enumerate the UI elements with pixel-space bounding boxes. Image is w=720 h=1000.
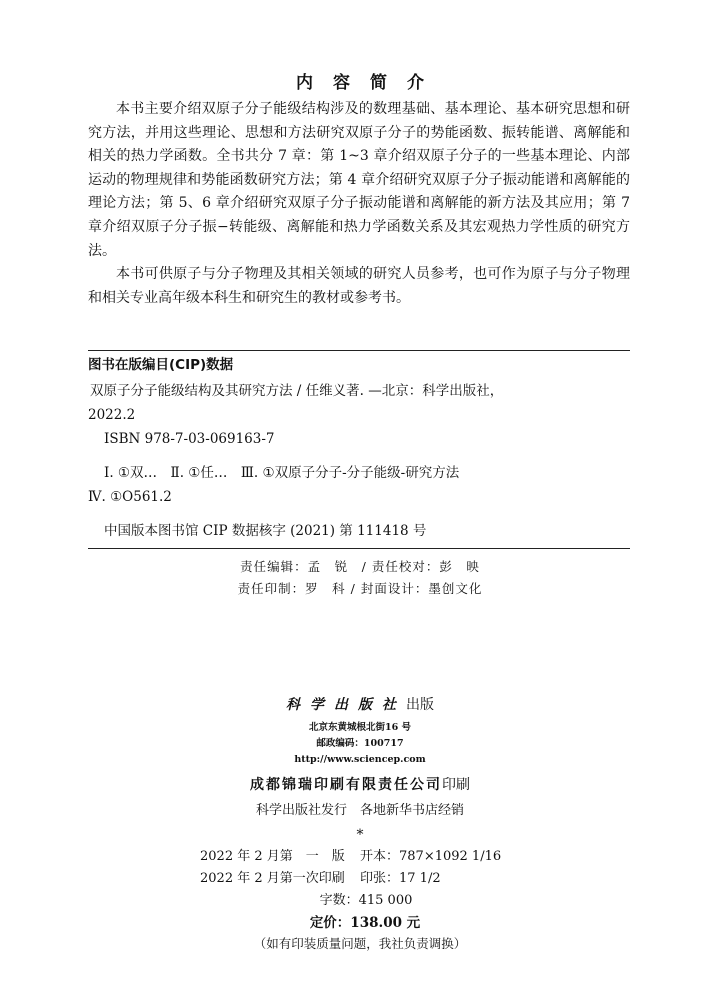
publisher-address: 北京东黄城根北街16 号: [308, 722, 412, 733]
summary-title: 内容简介: [296, 73, 444, 93]
publisher-suffix: 出版: [406, 697, 434, 713]
edition-row: [200, 846, 540, 868]
cip-classification-code: Ⅳ. ①O561.2: [88, 489, 172, 505]
cip-isbn: ISBN 978-7-03-069163-7: [104, 431, 275, 447]
summary-paragraph: 本书可供原子与分子物理及其相关领域的研究人员参考，也可作为原子与分子物理和相关专业高年级本科生和研究生的教材或参考书。: [88, 266, 630, 306]
format: 开本：787×1092 1/16: [360, 849, 502, 864]
cip-top-rule: [88, 350, 630, 351]
editor-line: 责任编辑：孟 锐 / 责任校对：彭 映: [240, 559, 480, 574]
price: 定价：138.00 元: [309, 915, 421, 931]
cip-date-line: 2022.2: [88, 407, 136, 423]
publisher-line: [0, 694, 720, 716]
word-count: 字数：415 000: [319, 893, 413, 908]
sheets: 印张：17 1/2: [360, 871, 441, 886]
publisher-postcode: 邮政编码：100717: [316, 738, 404, 749]
separator-star: *: [356, 827, 364, 843]
cip-number: 中国版本图书馆 CIP 数据核字 (2021) 第 111418 号: [104, 523, 427, 539]
imprint-block: [0, 694, 720, 844]
price-block: [0, 890, 720, 954]
printing: 2022 年 2 月第一次印刷: [200, 871, 345, 886]
production-line: 责任印制：罗 科 / 封面设计：墨创文化: [237, 581, 483, 596]
printer-suffix: 印刷: [442, 777, 470, 793]
cip-heading: 图书在版编目(CIP)数据: [88, 357, 234, 373]
printer-line: [0, 774, 720, 796]
publisher-website: http://www.sciencep.com: [294, 754, 426, 765]
publication-meta: [200, 846, 540, 890]
cip-classification: Ⅰ. ①双… Ⅱ. ①任… Ⅲ. ①双原子分子-分子能级-研究方法: [104, 465, 460, 481]
cip-bottom-rule: [88, 548, 630, 549]
editors-block: [0, 556, 720, 600]
distribution-line: 科学出版社发行 各地新华书店经销: [255, 803, 464, 818]
cip-block: [88, 354, 630, 542]
cip-title-line: 双原子分子能级结构及其研究方法 / 任维义著. —北京：科学出版社，: [90, 383, 504, 399]
printing-row: [200, 868, 540, 890]
summary-paragraph: 本书主要介绍双原子分子能级结构涉及的数理基础、基本理论、基本研究思想和研究方法，并用这些理论、思想和方法研究双原子分子的势能函数、振转能谱、离解能和相关的热力学函数。全书共分 7 章：第 1~3 章介绍双原子分子的一些基本理论、内部运动的物理规律和势能函数研究方法；第 4 章介绍研究双原子分子振动能谱和离解能的理论方法；第 5、6 章介绍研究双原子分子振动能谱和离解能的新方法及其应用；第 7 章介绍双原子分子振−转能级、离解能和热力学函数关系及其宏观热力学性质的研究方法。: [88, 101, 630, 259]
publisher-logo-text: 科学出版社: [286, 697, 406, 713]
quality-notice: （如有印装质量问题，我社负责调换）: [253, 936, 467, 951]
summary-body: [88, 98, 630, 310]
printer-name: 成都锦瑞印刷有限责任公司: [250, 777, 442, 793]
edition: 2022 年 2 月第 一 版: [200, 849, 345, 864]
